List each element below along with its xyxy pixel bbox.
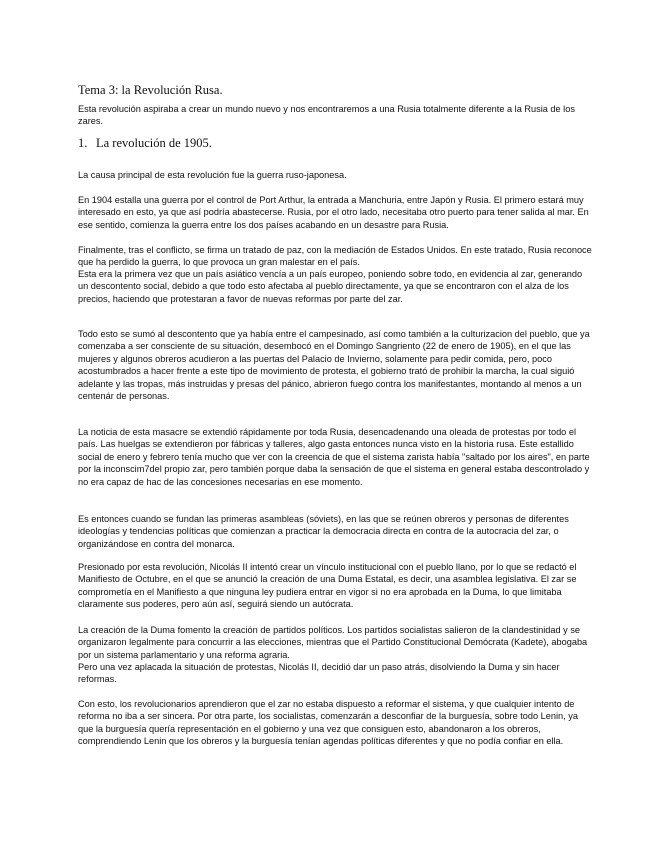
section-heading — [78, 136, 212, 151]
paragraph-peace-treaty: Finalmente, tras el conflicto, se firma un tratado de paz, con la mediación de Estados Unidos. En este tratado, Rusia reconoce que ha perdido la guerra, lo que provoca un gran malestar en el país. — [78, 245, 592, 268]
intro-paragraph: Esta revolución aspiraba a crear un mundo nuevo y nos encontraremos a una Rusia totalmente diferente a la Rusia de los zares. — [78, 104, 575, 127]
section-number: 1. — [78, 136, 88, 150]
paragraph-duma-parties: La creación de la Duma fomento la creación de partidos políticos. Los partidos socialistas salieron de la clandestinidad y se organizaron legalmente para concurrir a las elecciones, mientras que el Partido Constitucional Demócrata (Kadete), abogaba por un sistema parlamentario y una reforma agraria. — [78, 625, 588, 660]
document-title: Tema 3: la Revolución Rusa. — [78, 83, 223, 97]
paragraph-asian-victory: Esta era la primera vez que un país asiático vencía a un país europeo, poniendo sobre todo, en evidencia al zar, generando un descontento social, debido a que todo esto afectaba al pueblo directamente, ya que se encontraron con el alza de los precios, haciendo que protestaran a favor de nuevas reformas por parte del zar. — [78, 269, 583, 304]
paragraph-duma-dissolved: Pero una vez aplacada la situación de protestas, Nicolás II, decidió dar un paso atrás, disolviendo la Duma y sin hacer reformas. — [78, 662, 560, 685]
paragraph-conclusion: Con esto, los revolucionarios aprendieron que el zar no estaba dispuesto a reformar el sistema, y que cualquier intento de reforma no iba a ser sincera. Por otra parte, los socialistas, comenzarán a desconfiar de la burguesía, sobre todo Lenin, ya que la burguesía quería representación en el gobierno y una vez que consiguen esto, abandonaron a los obreros, comprendiendo Lenin que los obreros y la burguesía tenían agendas políticas diferentes y que no podía confiar en ella. — [78, 699, 578, 747]
paragraph-cause: La causa principal de esta revolución fue la guerra ruso-japonesa. — [78, 170, 347, 180]
paragraph-war-1904: En 1904 estalla una guerra por el control de Port Arthur, la entrada a Manchuria, entre Japón y Rusia. El primero estará muy interesado en esto, ya que así podría abastecerse. Rusia, por el otro lado, necesitaba otro puerto para tener salida al mar. En ese sentido, comienza la guerra entre los dos países acabando en un desastre para Rusia. — [78, 195, 589, 230]
paragraph-soviets: Es entonces cuando se fundan las primeras asambleas (sóviets), en las que se reúnen obreros y personas de diferentes ideologías y tendencias políticas que comienzan a practicar la democracia directa en contra de la autocracia del zar, o organizándose en contra del monarca. — [78, 514, 569, 549]
section-title: La revolución de 1905. — [96, 136, 212, 150]
paragraph-october-manifesto: Presionado por esta revolución, Nicolás II intentó crear un vínculo institucional con el pueblo llano, por lo que se redactó el Manifiesto de Octubre, en el que se anunció la creación de una Duma Estatal, es decir, una asamblea legislativa. El zar se comprometía en el Manifiesto a que ninguna ley pudiera entrar en vigor si no era aprobada en la Duma, lo que limitaba claramente sus poderes, pero aún así, seguirá siendo un autócrata. — [78, 562, 577, 610]
paragraph-massacre-news: La noticia de esta masacre se extendió rápidamente por toda Rusia, desencadenando una oleada de protestas por todo el país. Las huelgas se extendieron por fábricas y talleres, algo gasta entonces nunca visto en la historia rusa. Este estallido social de enero y febrero tenía mucho que ver con la creencia de que el sistema zarista había "saltado por los aires", en parte por la inconscim7del propio zar, pero también porque daba la sensación de que el sistema en general estaba descontrolado y no era capaz de hac de las concesiones necesarias en ese momento. — [78, 427, 590, 487]
paragraph-bloody-sunday: Todo esto se sumó al descontento que ya había entre el campesinado, así como también a la culturizacion del pueblo, que ya comenzaba a ser consciente de su situación, desembocó en el Domingo Sangriento (22 de enero de 1905), en el que las mujeres y algunos obreros acudieron a las puertas del Palacio de Invierno, solamente para pedir comida, pero, poco acostumbrados a hacer frente a este tipo de movimiento de protesta, el gobierno trató de prohibir la marcha, la cual siguió adelante y las tropas, más instruidas y presas del pánico, abrieron fuego contra los manifestantes, montando al menos a un centenár de personas. — [78, 329, 590, 402]
